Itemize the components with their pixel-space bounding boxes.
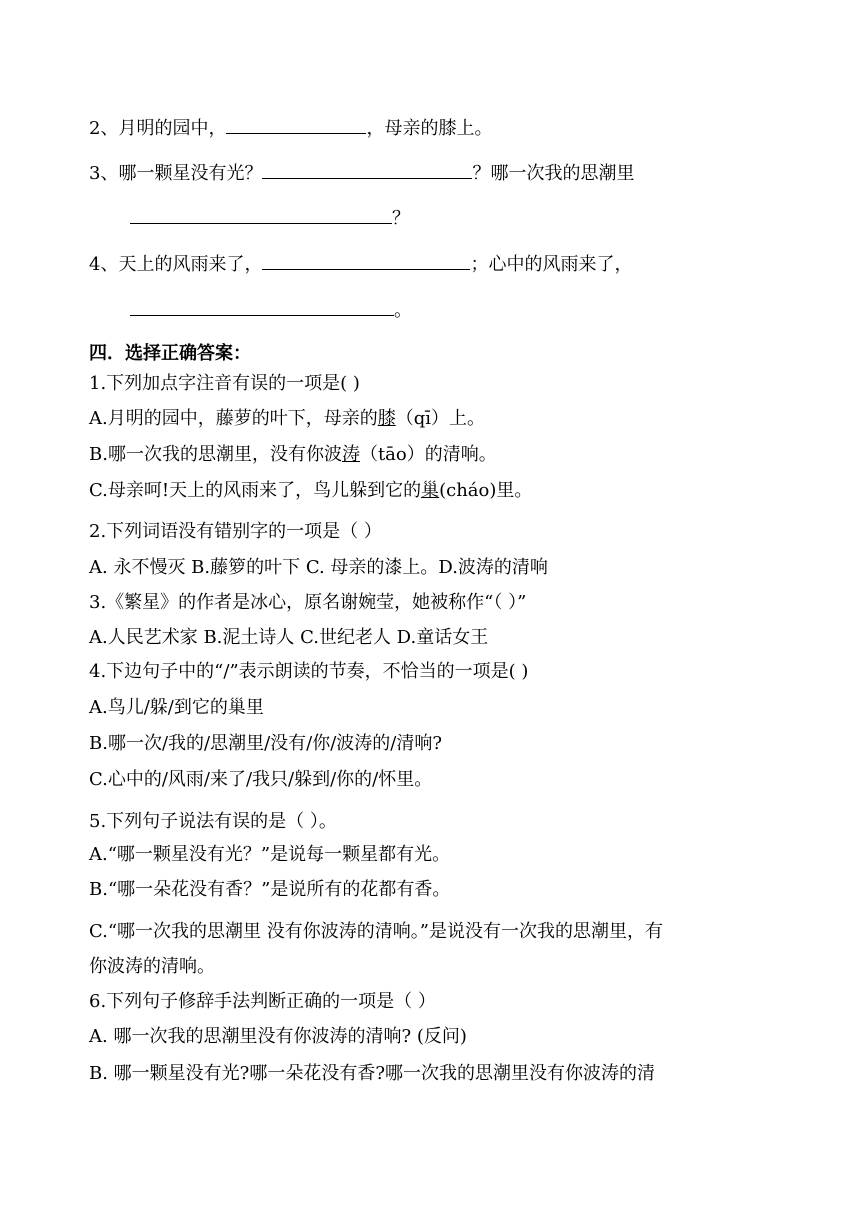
item4-end: 。 xyxy=(394,300,412,321)
q5-stem: 5.下列句子说法有误的是（ ）。 xyxy=(89,811,337,832)
q3-options[interactable]: A.人民艺术家 B.泥土诗人 C.世纪老人 D.童话女王 xyxy=(89,627,489,648)
q1-stem: 1.下列加点字注音有误的一项是( ) xyxy=(89,373,360,394)
q1-c-dotted: 巢 xyxy=(421,480,440,501)
q1-a-pre: A.月明的园中，藤萝的叶下，母亲的 xyxy=(89,408,378,429)
q5-option-b[interactable]: B.“哪一朵花没有香？”是说所有的花都有香。 xyxy=(89,879,451,900)
q1-option-b[interactable] xyxy=(89,443,497,467)
q1-c-post: (cháo)里。 xyxy=(439,480,533,501)
q1-b-post: （tāo）的清响。 xyxy=(359,444,497,465)
q6-option-a[interactable]: A. 哪一次我的思潮里没有你波涛的清响? (反问) xyxy=(89,1026,467,1047)
item2-prefix: 2、月明的园中， xyxy=(89,118,227,139)
answer-blank[interactable] xyxy=(226,115,366,134)
q4-option-b[interactable]: B.哪一次/我的/思潮里/没有/你/波涛的/清响? xyxy=(89,733,442,754)
q4-stem: 4.下边句子中的“/”表示朗读的节奏，不恰当的一项是( ) xyxy=(89,661,529,682)
item3-end: ？ xyxy=(392,208,410,229)
answer-blank[interactable] xyxy=(130,297,394,316)
q1-option-a[interactable] xyxy=(89,407,485,431)
q5-option-a[interactable]: A.“哪一颗星没有光？”是说每一颗星都有光。 xyxy=(89,844,451,865)
answer-blank[interactable] xyxy=(262,160,472,179)
q1-option-c[interactable] xyxy=(89,479,532,503)
item2-suffix: ，母亲的膝上。 xyxy=(366,118,493,139)
q1-a-dotted: 膝 xyxy=(377,408,396,429)
answer-blank[interactable] xyxy=(262,251,470,270)
q3-stem: 3.《繁星》的作者是冰心，原名谢婉莹，她被称作“（ ）” xyxy=(89,592,527,613)
q4-option-a[interactable]: A.鸟儿/躲/到它的巢里 xyxy=(89,697,264,718)
q5-option-c-line2[interactable]: 你波涛的清响。 xyxy=(89,956,215,977)
q6-stem: 6.下列句子修辞手法判断正确的一项是（ ） xyxy=(89,991,436,1012)
q5-option-c-line1[interactable]: C.“哪一次我的思潮里 没有你波涛的清响。”是说没有一次我的思潮里，有 xyxy=(89,921,663,942)
item3-mid: ？哪一次我的思潮里 xyxy=(472,163,635,184)
q2-stem: 2.下列词语没有错别字的一项是（ ） xyxy=(89,521,382,542)
q2-options[interactable]: A. 永不慢灭 B.藤箩的叶下 C. 母亲的漆上。D.波涛的清响 xyxy=(89,557,548,578)
item3-prefix: 3、哪一颗星没有光？ xyxy=(89,163,263,184)
q1-b-pre: B.哪一次我的思潮里，没有你波 xyxy=(89,444,342,465)
fill-blank-item-3 xyxy=(89,160,634,186)
fill-blank-item-4 xyxy=(89,251,632,277)
fill-blank-item-3-cont xyxy=(130,205,410,231)
q4-option-c[interactable]: C.心中的/风雨/来了/我只/躲到/你的/怀里。 xyxy=(89,769,433,790)
section-heading: 四．选择正确答案： xyxy=(89,343,251,364)
q1-b-dotted: 涛 xyxy=(341,444,360,465)
answer-blank[interactable] xyxy=(130,205,392,224)
q1-c-pre: C.母亲呵!天上的风雨来了，鸟儿躲到它的 xyxy=(89,480,422,501)
fill-blank-item-4-cont xyxy=(130,297,412,323)
q6-option-b[interactable]: B. 哪一颗星没有光?哪一朵花没有香?哪一次我的思潮里没有你波涛的清 xyxy=(89,1063,655,1084)
fill-blank-item-2 xyxy=(89,115,492,141)
q1-a-post: （qī）上。 xyxy=(395,408,486,429)
item4-prefix: 4、天上的风雨来了， xyxy=(89,254,263,275)
item4-mid: ；心中的风雨来了， xyxy=(470,254,633,275)
